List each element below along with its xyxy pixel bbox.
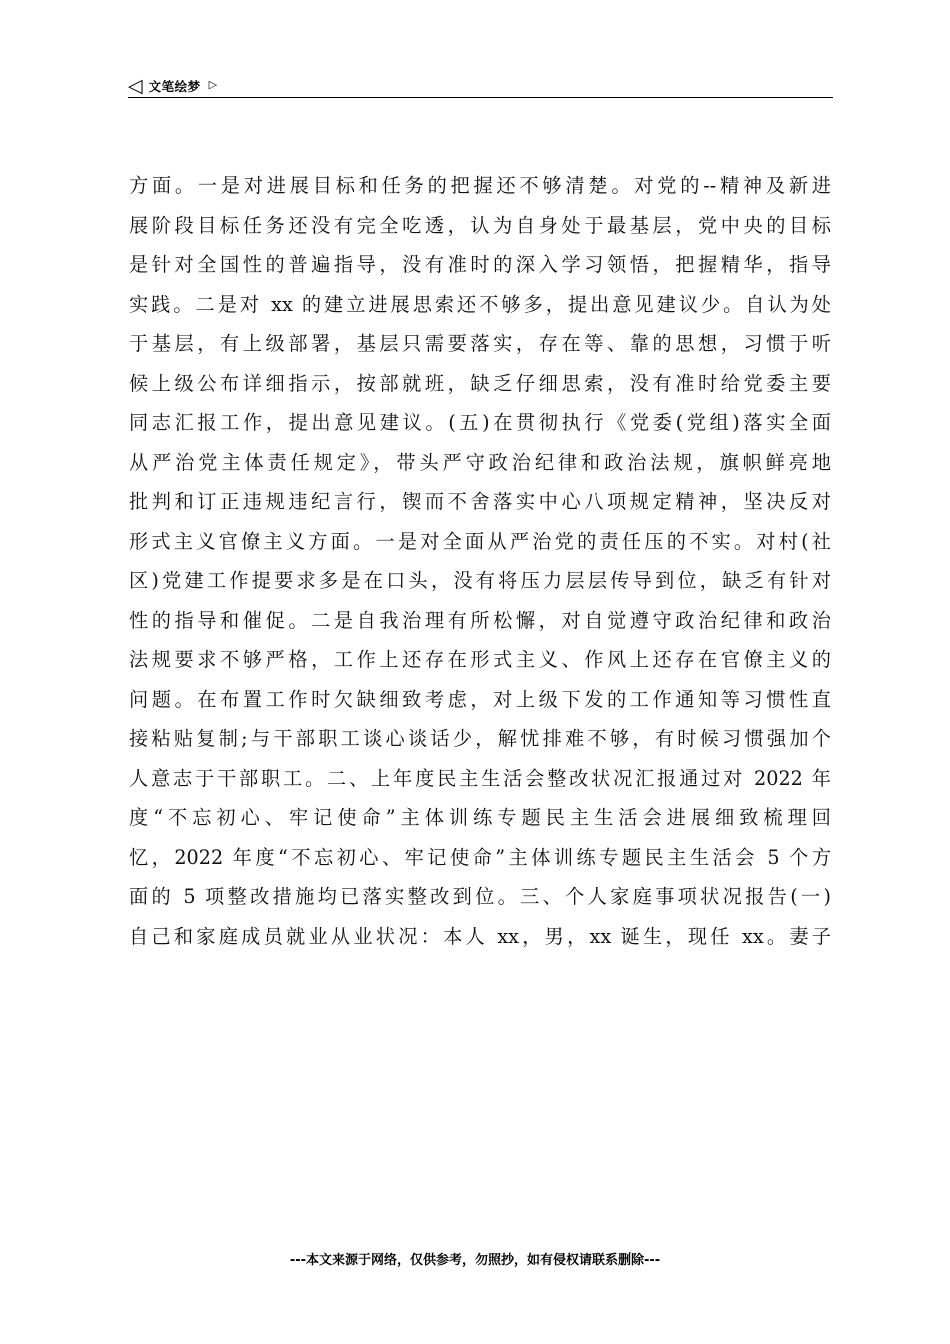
body-line: 方面。一是对进展目标和任务的把握还不够清楚。对党的--精神及新进 — [129, 174, 831, 197]
page-header — [128, 74, 832, 98]
triangle-left-icon: ◁ — [128, 74, 143, 97]
body-line: 度“不忘初心、牢记使命”主体训练专题民主生活会进展细致梳理回 — [129, 806, 831, 829]
body-line: 自己和家庭成员就业从业状况：本人 xx，男，xx 诞生，现任 xx。妻子 — [129, 924, 831, 948]
body-line: 形式主义官僚主义方面。一是对全面从严治党的责任压的不实。对村(社 — [129, 529, 831, 553]
body-line: 候上级公布详细指示，按部就班，缺乏仔细思索，没有准时给党委主要 — [129, 371, 831, 395]
body-line: 区)党建工作提要求多是在口头，没有将压力层层传导到位，缺乏有针对 — [129, 569, 831, 592]
body-line: 人意志于干部职工。二、上年度民主生活会整改状况汇报通过对 2022 年 — [129, 766, 831, 790]
body-line: 性的指导和催促。二是自我治理有所松懈，对自觉遵守政治纪律和政治 — [129, 608, 831, 632]
body-line: 从严治党主体责任规定》，带头严守政治纪律和政治法规，旗帜鲜亮地 — [129, 450, 831, 474]
body-line: 忆，2022 年度“不忘初心、牢记使命”主体训练专题民主生活会 5 个方 — [129, 845, 831, 869]
body-line: 展阶段目标任务还没有完全吃透，认为自身处于最基层，党中央的目标 — [129, 213, 831, 237]
body-line: 是针对全国性的普遍指导，没有准时的深入学习领悟，把握精华，指导 — [129, 253, 831, 276]
body-line: 批判和订正违规违纪言行，锲而不舍落实中心八项规定精神，坚决反对 — [129, 490, 831, 513]
triangle-right-icon: ▷ — [208, 77, 218, 91]
body-line: 问题。在布置工作时欠缺细致考虑，对上级下发的工作通知等习惯性直 — [129, 687, 831, 711]
header-divider — [128, 97, 833, 98]
body-line: 于基层，有上级部署，基层只需要落实，存在等、靠的思想，习惯于听 — [129, 332, 831, 355]
body-line: 实践。二是对 xx 的建立进展思索还不够多，提出意见建议少。自认为处 — [129, 292, 831, 316]
body-line: 面的 5 项整改措施均已落实整改到位。三、个人家庭事项状况报告(一) — [129, 885, 831, 908]
body-line: 同志汇报工作，提出意见建议。(五)在贯彻执行《党委(党组)落实全面 — [129, 411, 831, 434]
document-body — [129, 166, 839, 956]
page-footer-disclaimer: ---本文来源于网络，仅供参考，勿照抄，如有侵权请联系删除--- — [289, 1253, 661, 1268]
header-title: 文笔绘梦 — [148, 79, 201, 94]
body-line: 法规要求不够严格，工作上还存在形式主义、作风上还存在官僚主义的 — [129, 648, 831, 671]
body-line: 接粘贴复制;与干部职工谈心谈话少，解忧排难不够，有时候习惯强加个 — [129, 727, 831, 750]
